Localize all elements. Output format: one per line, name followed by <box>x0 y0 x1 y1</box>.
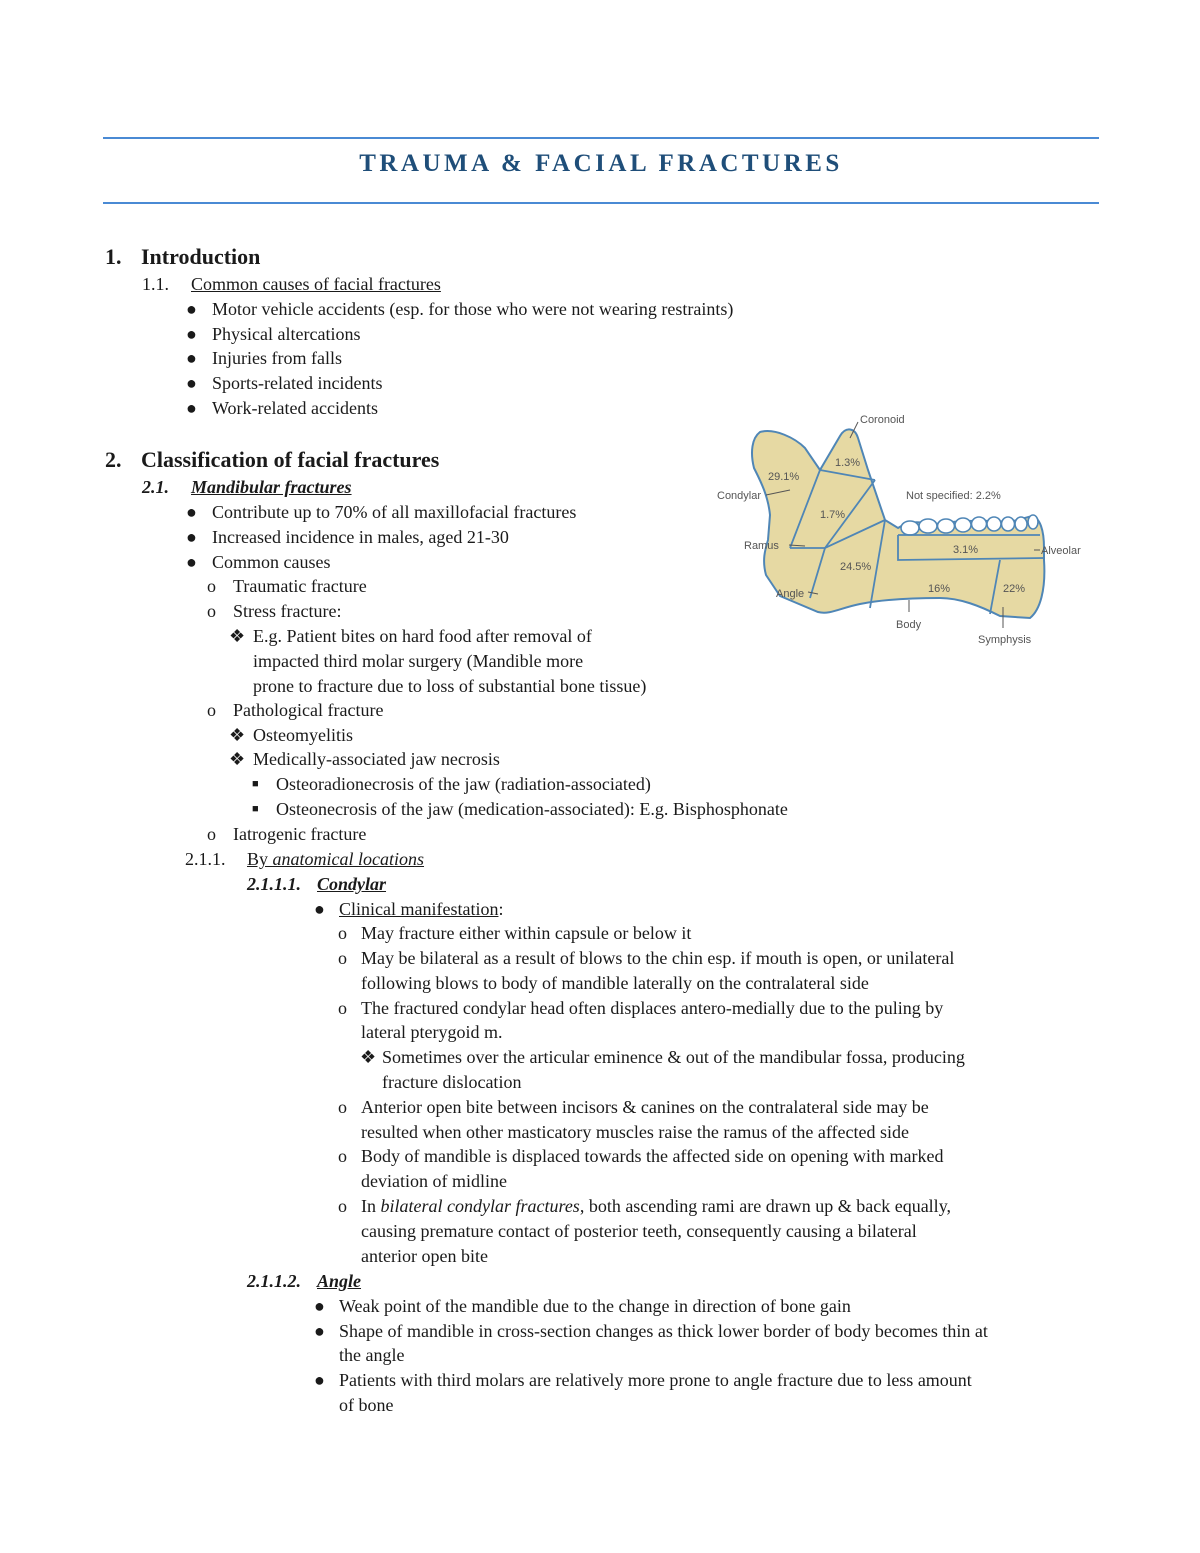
circle-bullet-icon: o <box>207 576 216 596</box>
bullet-icon: ● <box>186 324 197 344</box>
circle-bullet-icon: o <box>338 1196 347 1216</box>
square-bullet-icon: ■ <box>252 778 259 790</box>
list-item-text: E.g. Patient bites on hard food after removal of <box>253 626 592 646</box>
list-item-text: Weak point of the mandible due to the change in direction of bone gain <box>339 1296 851 1316</box>
list-item-text: Stress fracture: <box>233 601 342 621</box>
subsection-2-1 <box>142 475 352 499</box>
list-item-continuation: following blows to body of mandible laterally on the contralateral side <box>361 973 869 993</box>
list-item-text: The fractured condylar head often displaces antero-medially due to the puling by <box>361 998 944 1018</box>
bullet-icon: ● <box>314 899 325 919</box>
section-1-heading <box>105 244 261 269</box>
list-item-text: Body of mandible is displaced towards the affected side on opening with marked <box>361 1146 944 1166</box>
list-item-continuation: fracture dislocation <box>382 1072 522 1092</box>
bullet-icon: ● <box>314 1321 325 1341</box>
circle-bullet-icon: o <box>207 601 216 621</box>
list-item-text: May be bilateral as a result of blows to the chin esp. if mouth is open, or unilateral <box>361 948 955 968</box>
subsection-number: 2.1.1.2. <box>247 1271 301 1291</box>
subsection-condylar <box>247 872 387 896</box>
percent-body: 16% <box>928 583 951 595</box>
list-item-text: Anterior open bite between incisors & canines on the contralateral side may be <box>361 1097 929 1117</box>
list-item-continuation: prone to fracture due to loss of substantial bone tissue) <box>253 676 647 696</box>
bullet-icon: ● <box>186 348 197 368</box>
percent-condylar: 29.1% <box>768 471 800 483</box>
list-item-continuation: impacted third molar surgery (Mandible more <box>253 651 584 671</box>
list-item-text: Osteoradionecrosis of the jaw (radiation-associated) <box>276 774 651 794</box>
list-item-text: Osteonecrosis of the jaw (medication-associated): E.g. Bisphosphonate <box>276 799 788 819</box>
page-title: TRAUMA & FACIAL FRACTURES <box>359 150 843 177</box>
section-1-title: Introduction <box>141 244 261 269</box>
diamond-bullet-icon: ❖ <box>360 1047 377 1067</box>
list-item-text: Contribute up to 70% of all maxillofacial fractures <box>212 502 577 522</box>
list-item-text: Pathological fracture <box>233 700 384 720</box>
list-item-text: Patients with third molars are relatively more prone to angle fracture due to less amount <box>339 1370 972 1390</box>
subsection-2-1-number: 2.1. <box>142 477 169 497</box>
label-angle: Angle <box>776 588 805 600</box>
list-item-text: Osteomyelitis <box>253 725 353 745</box>
section-2-heading <box>105 447 440 472</box>
subsection-title: Angle <box>317 1271 362 1291</box>
list-item-continuation: causing premature contact of posterior teeth, consequently causing a bilateral <box>361 1221 917 1241</box>
subsection-title: anatomical locations <box>272 849 425 869</box>
list-item-continuation: lateral pterygoid m. <box>361 1022 503 1042</box>
list-item-continuation: deviation of midline <box>361 1171 507 1191</box>
subsection-number: 2.1.1.1. <box>247 874 301 894</box>
label-symphysis: Symphysis <box>978 634 1032 646</box>
mandible-fracture-figure <box>700 405 1100 655</box>
circle-bullet-icon: o <box>338 1146 347 1166</box>
list-item-text: , both ascending rami are drawn up & back equally, <box>579 1196 952 1216</box>
bullet-icon: ● <box>314 1296 325 1316</box>
label-ramus: Ramus <box>744 540 779 552</box>
bullet-icon: ● <box>186 299 197 319</box>
section-1-number: 1. <box>105 244 122 269</box>
bullet-icon: ● <box>186 527 197 547</box>
bullet-icon: ● <box>186 502 197 522</box>
label-coronoid: Coronoid <box>860 414 905 426</box>
diamond-bullet-icon: ❖ <box>229 749 246 769</box>
label-alveolar: Alveolar <box>1041 545 1081 557</box>
list-item-text: Physical altercations <box>212 324 361 344</box>
subsection-1-1-title: Common causes of facial fractures <box>191 274 441 294</box>
percent-symphysis: 22% <box>1003 583 1026 595</box>
list-item-text: Motor vehicle accidents (esp. for those who were not wearing restraints) <box>212 299 734 319</box>
percent-ramus: 1.7% <box>820 509 846 521</box>
circle-bullet-icon: o <box>207 700 216 720</box>
subsection-2-1-title: Mandibular fractures <box>191 477 352 497</box>
list-item-text: Medically-associated jaw necrosis <box>253 749 500 769</box>
list-item-continuation: resulted when other masticatory muscles raise the ramus of the affected side <box>361 1122 909 1142</box>
bullet-icon: ● <box>186 373 197 393</box>
bottom-rule <box>103 202 1099 204</box>
label-not-specified: Not specified: 2.2% <box>906 490 1001 502</box>
bullet-icon: ● <box>186 398 197 418</box>
circle-bullet-icon: o <box>207 824 216 844</box>
subsection-title-prefix: By <box>247 849 273 869</box>
subsection-2-1-1 <box>185 847 425 871</box>
list-item-text: Sports-related incidents <box>212 373 383 393</box>
list-item-text: Work-related accidents <box>212 398 378 418</box>
square-bullet-icon: ■ <box>252 803 259 815</box>
subsection-angle <box>247 1269 362 1293</box>
section-2-number: 2. <box>105 447 122 472</box>
circle-bullet-icon: o <box>338 1097 347 1117</box>
list-item-text: In <box>361 1196 381 1216</box>
bullet-icon: ● <box>186 552 197 572</box>
subsection-title: Condylar <box>317 874 387 894</box>
label-condylar: Condylar <box>717 490 762 502</box>
list-item-continuation: anterior open bite <box>361 1246 488 1266</box>
percent-alveolar: 3.1% <box>953 544 979 556</box>
clinical-manifestation-label: Clinical manifestation <box>339 899 499 919</box>
subsection-number: 2.1.1. <box>185 849 226 869</box>
section-2-title: Classification of facial fractures <box>141 447 440 472</box>
diamond-bullet-icon: ❖ <box>229 626 246 646</box>
list-item-continuation: of bone <box>339 1395 394 1415</box>
subsection-1-1-number: 1.1. <box>142 274 169 294</box>
list-item-text: Injuries from falls <box>212 348 342 368</box>
circle-bullet-icon: o <box>338 923 347 943</box>
list-item-text: Increased incidence in males, aged 21-30 <box>212 527 509 547</box>
list-item-continuation: the angle <box>339 1345 405 1365</box>
circle-bullet-icon: o <box>338 998 347 1018</box>
list-item-italic-text: bilateral condylar fractures <box>380 1196 580 1216</box>
list-item-text: Sometimes over the articular eminence & out of the mandibular fossa, producing <box>382 1047 965 1067</box>
clinical-manifestation-colon: : <box>498 899 504 919</box>
percent-angle: 24.5% <box>840 561 872 573</box>
list-item-text: May fracture either within capsule or below it <box>361 923 692 943</box>
list-item-text: Traumatic fracture <box>233 576 367 596</box>
circle-bullet-icon: o <box>338 948 347 968</box>
bullet-icon: ● <box>314 1370 325 1390</box>
diamond-bullet-icon: ❖ <box>229 725 246 745</box>
percent-coronoid: 1.3% <box>835 457 861 469</box>
subsection-1-1 <box>142 272 441 296</box>
top-rule <box>103 137 1099 139</box>
list-item-text: Iatrogenic fracture <box>233 824 367 844</box>
list-item-text: Shape of mandible in cross-section changes as thick lower border of body becomes thin at <box>339 1321 988 1341</box>
list-item-text: Common causes <box>212 552 331 572</box>
label-body: Body <box>896 619 922 631</box>
